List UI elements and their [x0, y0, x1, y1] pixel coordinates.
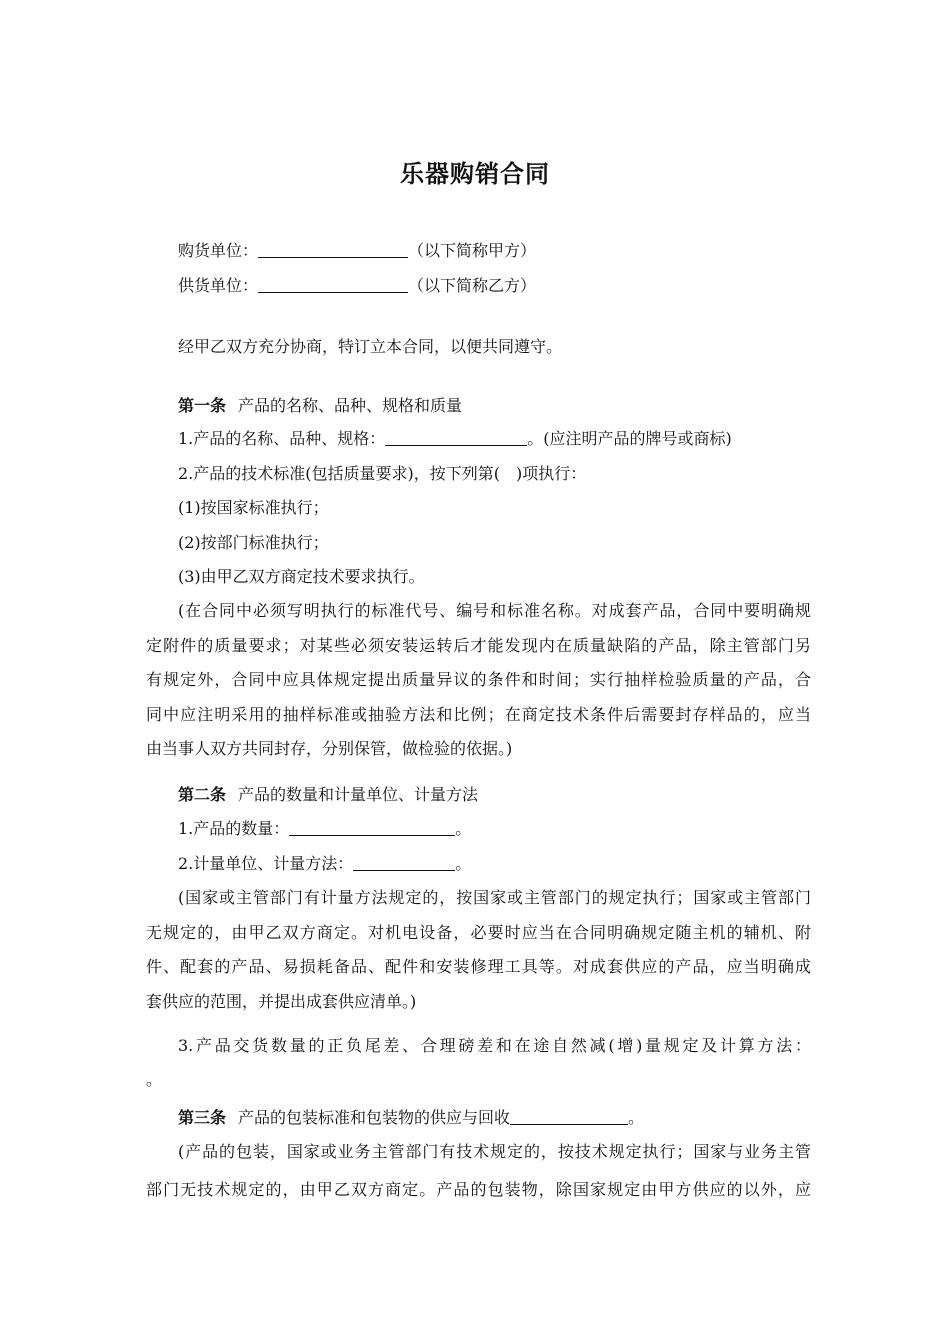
- article2-note-line2: 无规定的，由甲乙双方商定。对机电设备，必要时应当在合同明确规定随主机的辅机、附: [146, 923, 811, 942]
- packaging-blank[interactable]: [510, 1109, 628, 1125]
- article2-heading: 第二条: [178, 785, 227, 804]
- article1-item1-note: 。(应注明产品的牌号或商标): [527, 429, 732, 448]
- seller-suffix: （以下简称乙方）: [408, 276, 537, 295]
- seller-blank[interactable]: [258, 277, 408, 293]
- article1-note-line2: 定附件的质量要求；对某些必须安装运转后才能发现内在质量缺陷的产品，除主管部门另: [146, 636, 811, 655]
- article2-item1-end: 。: [455, 819, 472, 838]
- article1-item2: 2.产品的技术标准(包括质量要求)，按下列第( )项执行：: [178, 464, 587, 483]
- article1-heading: 第一条: [178, 396, 227, 415]
- article1-item1-label: 1.产品的名称、品种、规格：: [178, 429, 386, 448]
- article2-heading-line: [178, 785, 811, 805]
- article2-title: 产品的数量和计量单位、计量方法: [238, 785, 479, 804]
- article3-note-line2: 部门无技术规定的，由甲乙双方商定。产品的包装物，除国家规定由甲方供应的以外，应: [146, 1180, 811, 1199]
- buyer-suffix: （以下简称甲方）: [408, 241, 537, 260]
- article2-item2-end: 。: [455, 854, 472, 873]
- buyer-label: 购货单位：: [178, 241, 259, 260]
- article2-note-line4: 套供应的范围，并提出成套供应清单。): [146, 992, 417, 1011]
- article3-title: 产品的包装标准和包装物的供应与回收: [238, 1108, 511, 1127]
- article2-item1-label: 1.产品的数量：: [178, 819, 290, 838]
- article3-heading: 第三条: [178, 1108, 227, 1127]
- article1-note-line3: 有规定外，合同中应具体规定提出质量异议的条件和时间；实行抽样检验质量的产品，合: [146, 670, 811, 689]
- article3-heading-line: [178, 1108, 811, 1128]
- article1-option3: (3)由甲乙双方商定技术要求执行。: [178, 567, 425, 586]
- intro-paragraph: 经甲乙双方充分协商，特订立本合同，以便共同遵守。: [178, 337, 563, 356]
- buyer-line: [178, 241, 811, 261]
- quantity-blank[interactable]: [289, 820, 455, 836]
- article2-note-line3: 件、配套的产品、易损耗备品、配件和安装修理工具等。对成套供应的产品，应当明确成: [146, 957, 811, 976]
- article1-title: 产品的名称、品种、规格和质量: [238, 396, 463, 415]
- article2-item3: 3.产品交货数量的正负尾差、合理磅差和在途自然减(增)量规定及计算方法：: [178, 1036, 811, 1055]
- article1-note-line5: 由当事人双方共同封存，分别保管，做检验的依据。): [146, 739, 513, 758]
- article1-item1: [178, 429, 811, 449]
- article1-option1: (1)按国家标准执行；: [178, 498, 329, 517]
- article3-title-end: 。: [628, 1108, 645, 1127]
- article2-item3-end: 。: [146, 1070, 163, 1089]
- seller-label: 供货单位：: [178, 276, 259, 295]
- unit-method-blank[interactable]: [353, 855, 455, 871]
- article1-option2: (2)按部门标准执行；: [178, 533, 329, 552]
- document-title: 乐器购销合同: [400, 159, 550, 188]
- article3-note-line1: (产品的包装，国家或业务主管部门有技术规定的，按技术规定执行；国家与业务主管: [178, 1142, 811, 1161]
- article1-note-line1: (在合同中必须写明执行的标准代号、编号和标准名称。对成套产品，合同中要明确规: [178, 601, 811, 620]
- buyer-blank[interactable]: [258, 242, 408, 258]
- article2-item2: [178, 854, 811, 874]
- article1-note-line4: 同中应注明采用的抽样标准或抽验方法和比例；在商定技术条件后需要封存样品的，应当: [146, 705, 811, 724]
- article1-heading-line: [178, 396, 811, 416]
- article2-item2-label: 2.计量单位、计量方法：: [178, 854, 354, 873]
- article2-item1: [178, 819, 811, 839]
- seller-line: [178, 276, 811, 296]
- article2-note-line1: (国家或主管部门有计量方法规定的，按国家或主管部门的规定执行；国家或主管部门: [178, 888, 811, 907]
- product-name-blank[interactable]: [385, 430, 527, 446]
